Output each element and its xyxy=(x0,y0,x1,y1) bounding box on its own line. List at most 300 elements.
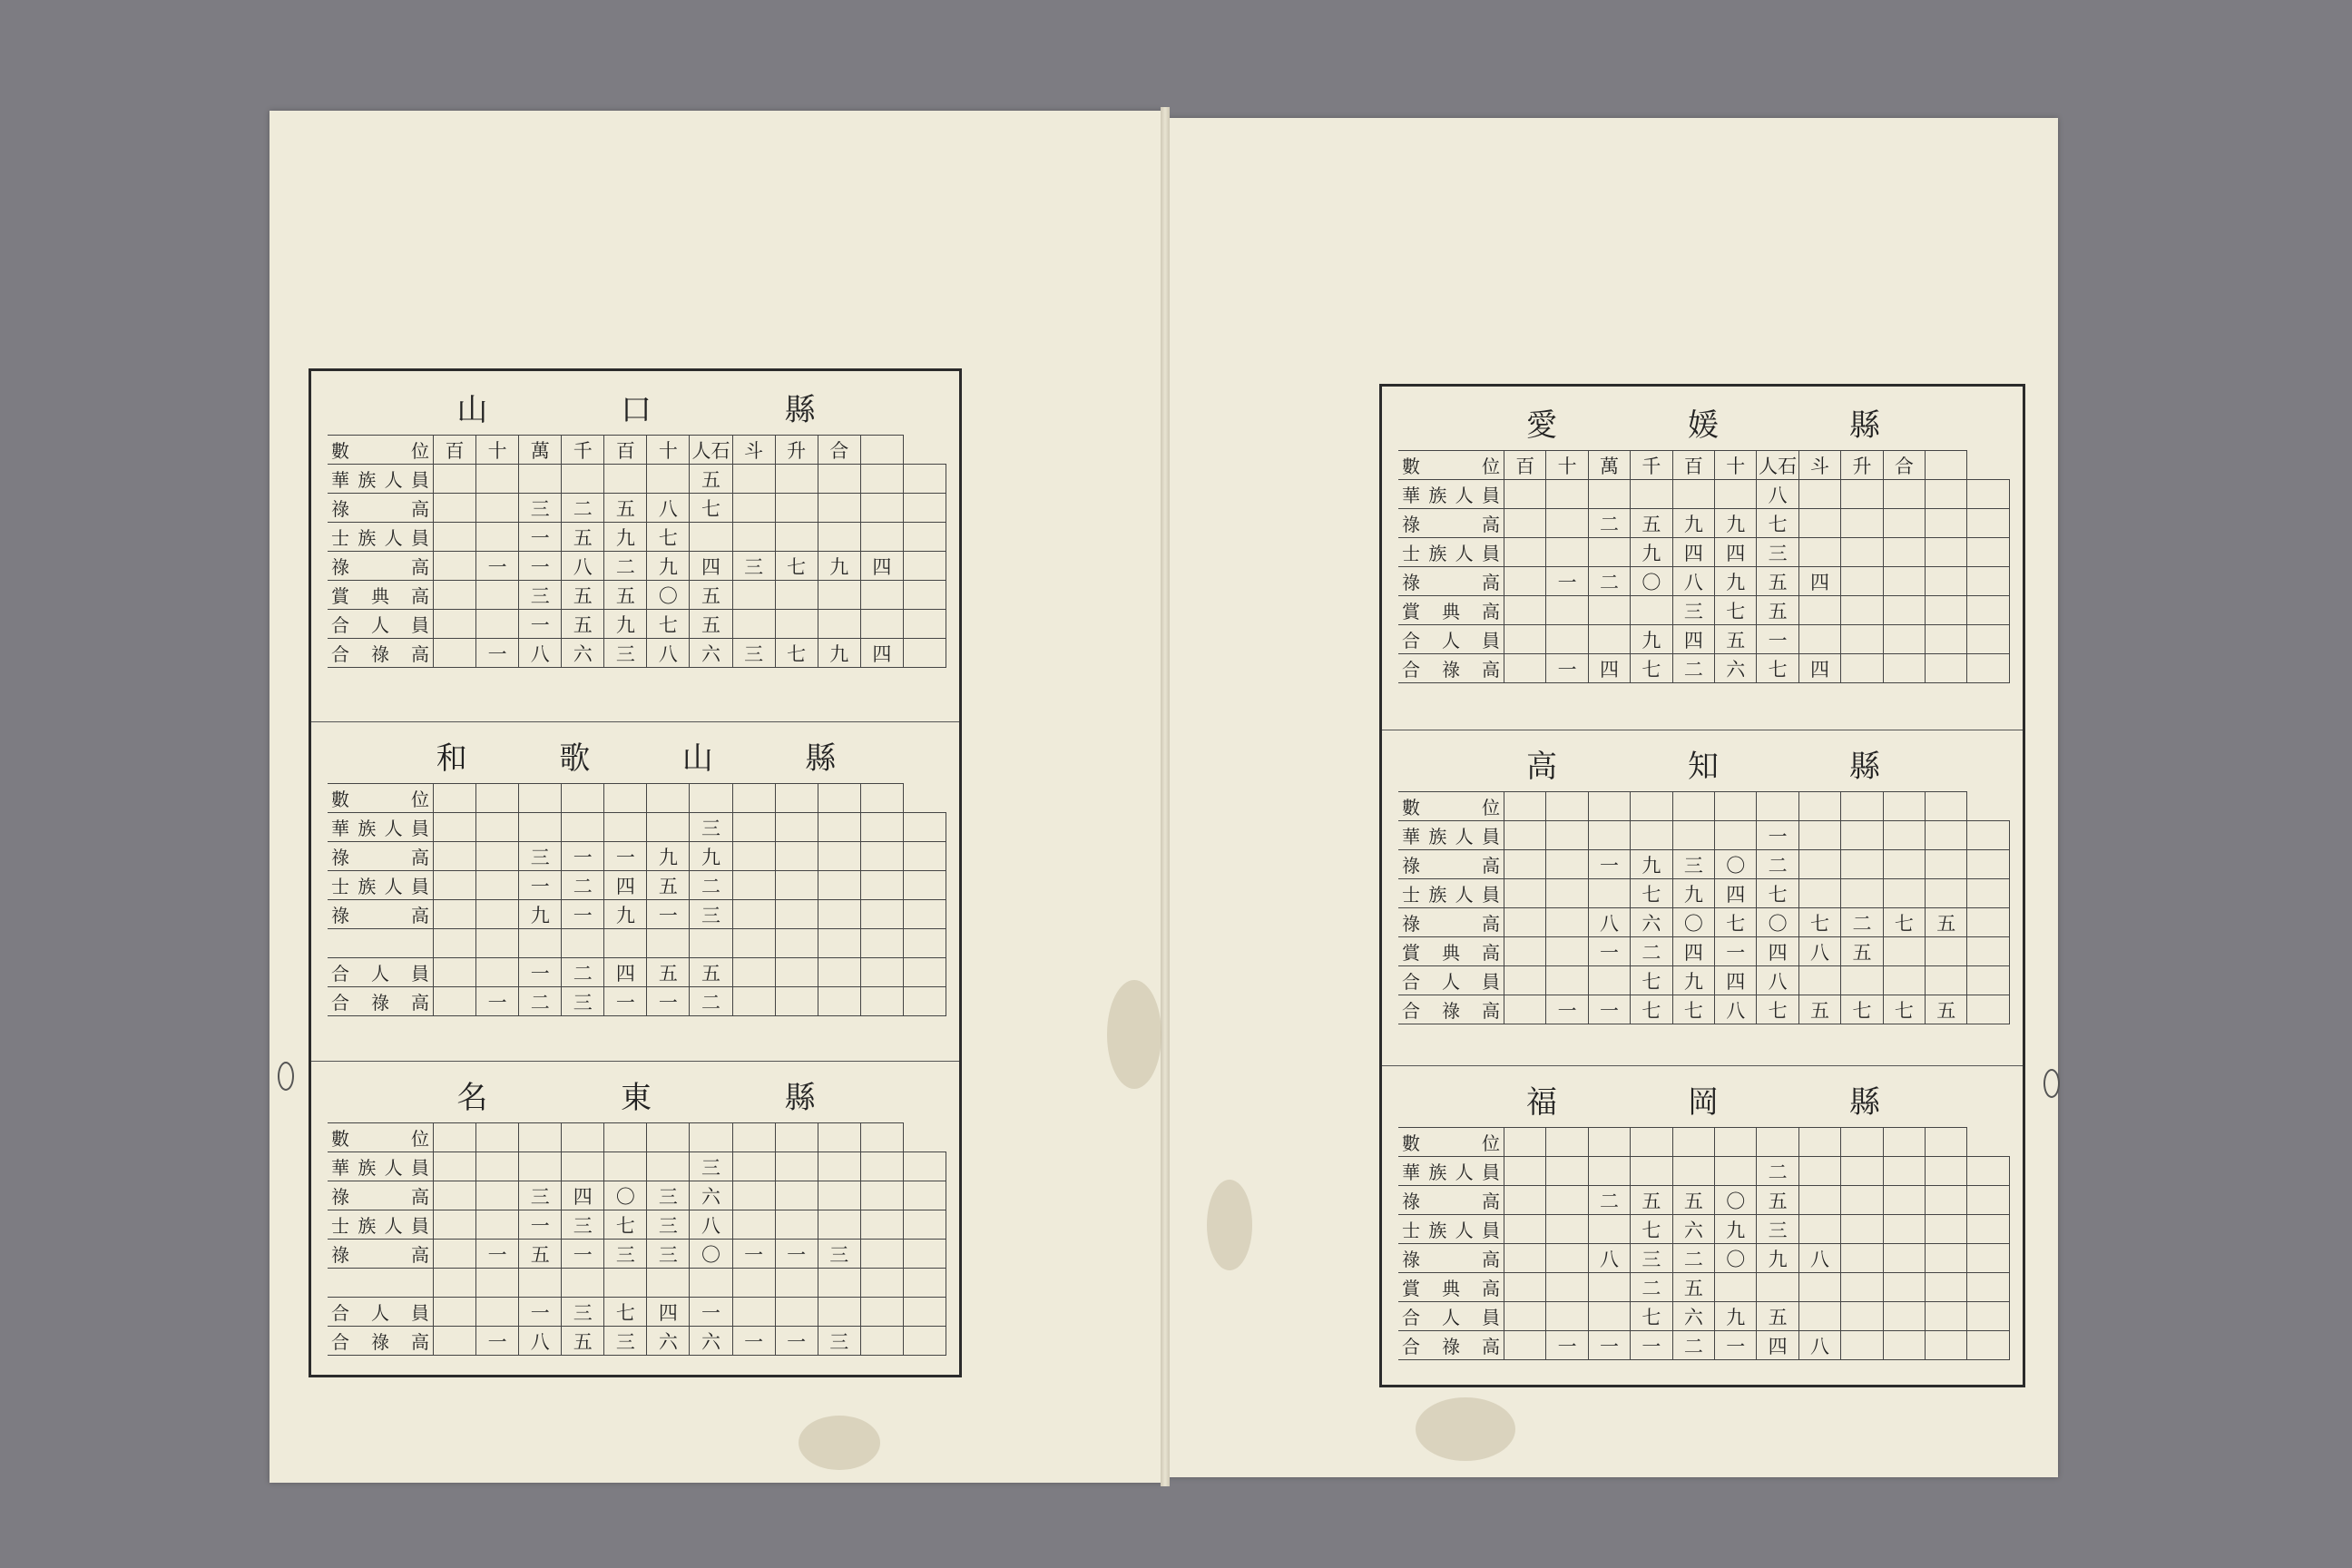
table-cell xyxy=(1841,538,1883,567)
table-cell: 〇 xyxy=(1715,850,1757,879)
header-cell xyxy=(818,784,860,813)
table-cell xyxy=(1546,908,1588,937)
table-cell xyxy=(775,523,818,552)
table-cell xyxy=(476,871,519,900)
table-cell xyxy=(519,929,562,958)
header-cell: 千 xyxy=(562,436,604,465)
table-row xyxy=(328,465,946,494)
table-cell: 二 xyxy=(1631,1273,1672,1302)
table-cell: 四 xyxy=(1588,654,1630,683)
table-cell: 一 xyxy=(519,1210,562,1240)
table-cell: 八 xyxy=(1798,937,1840,966)
table-fukuoka xyxy=(1398,1071,2010,1360)
table-cell xyxy=(860,1327,903,1356)
table-cell: 八 xyxy=(1588,1244,1630,1273)
table-row xyxy=(328,1327,946,1356)
table-cell: 六 xyxy=(690,639,732,668)
table-cell: 一 xyxy=(775,1240,818,1269)
table-cell: 一 xyxy=(1588,850,1630,879)
table-cell: 〇 xyxy=(1757,908,1798,937)
table-cell: 五 xyxy=(1798,995,1840,1024)
table-cell: 二 xyxy=(562,871,604,900)
table-cell xyxy=(1798,821,1840,850)
table-cell xyxy=(903,581,946,610)
table-row xyxy=(1398,821,2010,850)
table-cell xyxy=(1798,850,1840,879)
table-cell xyxy=(903,813,946,842)
table-cell xyxy=(1588,966,1630,995)
table-cell: 一 xyxy=(1546,995,1588,1024)
table-cell: 三 xyxy=(1757,1215,1798,1244)
table-cell xyxy=(1588,879,1630,908)
table-cell: 二 xyxy=(604,552,647,581)
table-cell: 一 xyxy=(1631,1331,1672,1360)
header-cell xyxy=(1546,1128,1588,1157)
header-cell xyxy=(1926,792,1967,821)
table-cell xyxy=(1926,1215,1967,1244)
table-cell: 一 xyxy=(604,842,647,871)
table-cell xyxy=(1967,850,2010,879)
table-cell: 六 xyxy=(647,1327,690,1356)
table-cell: 九 xyxy=(1715,1302,1757,1331)
table-cell xyxy=(1926,1302,1967,1331)
table-cell: 九 xyxy=(1715,1215,1757,1244)
table-cell xyxy=(476,465,519,494)
table-cell: 二 xyxy=(1672,1331,1714,1360)
table-cell: 五 xyxy=(1631,509,1672,538)
table-cell: 三 xyxy=(519,1181,562,1210)
row-label: 祿高 xyxy=(1398,1186,1504,1215)
header-cell xyxy=(732,784,775,813)
table-cell: 九 xyxy=(818,552,860,581)
row-label: 祿高 xyxy=(328,552,434,581)
table-row xyxy=(328,987,946,1016)
title-char: 縣 xyxy=(805,740,838,777)
row-label: 華族人員 xyxy=(328,813,434,842)
table-cell xyxy=(1967,596,2010,625)
table-cell: 一 xyxy=(1588,937,1630,966)
header-cell: 斗 xyxy=(732,436,775,465)
table-cell: 七 xyxy=(775,639,818,668)
table-cell: 五 xyxy=(604,581,647,610)
table-cell xyxy=(1798,480,1840,509)
header-cell xyxy=(1757,792,1798,821)
table-cell xyxy=(1504,1331,1546,1360)
table-row xyxy=(1398,567,2010,596)
table-cell xyxy=(732,842,775,871)
table-cell xyxy=(860,871,903,900)
table-cell xyxy=(434,494,476,523)
table-cell xyxy=(1546,1186,1588,1215)
table-cell: 九 xyxy=(1631,538,1672,567)
table-cell xyxy=(1546,509,1588,538)
row-label: 士族人員 xyxy=(328,871,434,900)
row-label: 合祿高 xyxy=(1398,995,1504,1024)
table-cell: 三 xyxy=(732,552,775,581)
table-cell xyxy=(476,842,519,871)
table-cell xyxy=(434,1327,476,1356)
table-cell xyxy=(818,494,860,523)
table-cell xyxy=(476,929,519,958)
table-cell xyxy=(434,900,476,929)
table-cell: 三 xyxy=(690,900,732,929)
header-cell xyxy=(562,1123,604,1152)
table-cell xyxy=(1672,821,1714,850)
table-cell: 八 xyxy=(519,1327,562,1356)
table-cell: 一 xyxy=(1588,1331,1630,1360)
table-cell: 三 xyxy=(519,494,562,523)
table-cell xyxy=(1967,1273,2010,1302)
table-row xyxy=(1398,654,2010,683)
table-cell: 五 xyxy=(519,1240,562,1269)
table-cell xyxy=(903,1152,946,1181)
table-cell xyxy=(860,1152,903,1181)
table-cell xyxy=(476,494,519,523)
table-cell xyxy=(732,494,775,523)
title-char: 縣 xyxy=(1849,748,1882,785)
table-cell: 三 xyxy=(519,842,562,871)
header-cell xyxy=(604,1123,647,1152)
table-cell: 一 xyxy=(519,610,562,639)
header-cell xyxy=(1504,1128,1546,1157)
table-cell xyxy=(1504,995,1546,1024)
title-char: 山 xyxy=(681,740,715,777)
row-label: 士族人員 xyxy=(1398,879,1504,908)
table-cell: 五 xyxy=(1672,1186,1714,1215)
table-cell: 四 xyxy=(1672,937,1714,966)
table-row xyxy=(328,581,946,610)
row-label: 合人員 xyxy=(1398,966,1504,995)
table-cell xyxy=(775,1181,818,1210)
table-cell xyxy=(476,581,519,610)
header-cell xyxy=(1757,1128,1798,1157)
table-cell: 五 xyxy=(647,958,690,987)
table-cell xyxy=(1504,509,1546,538)
table-cell: 七 xyxy=(1883,908,1925,937)
table-cell: 一 xyxy=(732,1327,775,1356)
table-cell: 一 xyxy=(562,1240,604,1269)
table-cell: 六 xyxy=(690,1327,732,1356)
table-row xyxy=(328,842,946,871)
table-cell: 九 xyxy=(1672,966,1714,995)
table-cell: 七 xyxy=(1798,908,1840,937)
table-cell xyxy=(903,494,946,523)
table-cell xyxy=(818,1152,860,1181)
table-row xyxy=(1398,908,2010,937)
table-cell: 一 xyxy=(1757,821,1798,850)
table-cell: 一 xyxy=(519,958,562,987)
table-cell xyxy=(1926,509,1967,538)
table-cell: 八 xyxy=(1672,567,1714,596)
table-cell: 七 xyxy=(604,1210,647,1240)
table-cell xyxy=(476,1210,519,1240)
table-cell: 二 xyxy=(1672,654,1714,683)
table-cell xyxy=(476,610,519,639)
row-label: 合人員 xyxy=(1398,625,1504,654)
table-cell xyxy=(903,465,946,494)
table-cell xyxy=(1841,654,1883,683)
table-cell: 七 xyxy=(604,1298,647,1327)
table-cell xyxy=(1841,1302,1883,1331)
table-cell xyxy=(604,1269,647,1298)
row-label: 賞典高 xyxy=(1398,596,1504,625)
table-cell xyxy=(1798,538,1840,567)
table-cell xyxy=(1841,1244,1883,1273)
header-cell xyxy=(1546,792,1588,821)
table-cell: 八 xyxy=(1757,480,1798,509)
table-cell: 七 xyxy=(1631,966,1672,995)
table-cell: 一 xyxy=(1546,654,1588,683)
table-cell xyxy=(775,581,818,610)
table-cell: 二 xyxy=(562,958,604,987)
table-cell: 五 xyxy=(1757,1186,1798,1215)
table-cell xyxy=(476,1181,519,1210)
table-cell: 一 xyxy=(775,1327,818,1356)
table-cell xyxy=(818,1181,860,1210)
table-cell xyxy=(1967,625,2010,654)
table-cell xyxy=(434,1269,476,1298)
table-cell xyxy=(1926,1157,1967,1186)
table-cell xyxy=(1883,1302,1925,1331)
table-cell: 五 xyxy=(604,494,647,523)
table-cell: 七 xyxy=(1672,995,1714,1024)
table-cell: 八 xyxy=(1757,966,1798,995)
table-cell: 九 xyxy=(1757,1244,1798,1273)
table-cell: 二 xyxy=(1588,1186,1630,1215)
table-row xyxy=(1398,1157,2010,1186)
table-cell xyxy=(1926,937,1967,966)
table-cell xyxy=(1798,1302,1840,1331)
table-cell xyxy=(1588,480,1630,509)
table-cell: 三 xyxy=(562,1210,604,1240)
table-cell: 九 xyxy=(1672,879,1714,908)
table-row xyxy=(328,929,946,958)
table-cell: 五 xyxy=(1631,1186,1672,1215)
table-cell: 二 xyxy=(1672,1244,1714,1273)
table-cell xyxy=(1798,509,1840,538)
table-row xyxy=(328,900,946,929)
table-cell: 九 xyxy=(1631,850,1672,879)
table-cell: 一 xyxy=(690,1298,732,1327)
table-cell xyxy=(818,900,860,929)
table-row xyxy=(328,871,946,900)
table-row xyxy=(1398,1186,2010,1215)
table-cell xyxy=(1546,596,1588,625)
table-cell xyxy=(1883,879,1925,908)
header-cell xyxy=(690,1123,732,1152)
table-cell xyxy=(434,465,476,494)
header-cell xyxy=(434,784,476,813)
table-cell: 七 xyxy=(1841,995,1883,1024)
table-cell xyxy=(732,900,775,929)
table-cell: 九 xyxy=(647,842,690,871)
header-cell xyxy=(818,1123,860,1152)
table-cell xyxy=(1504,1273,1546,1302)
header-cell: 萬 xyxy=(519,436,562,465)
table-cell xyxy=(775,813,818,842)
table-cell: 八 xyxy=(562,552,604,581)
header-cell xyxy=(860,436,903,465)
table-cell xyxy=(1588,1273,1630,1302)
table-cell xyxy=(1841,625,1883,654)
header-label: 數位 xyxy=(1398,451,1504,480)
table-cell xyxy=(1883,1273,1925,1302)
data-table xyxy=(1398,1127,2010,1360)
table-cell xyxy=(775,465,818,494)
table-cell: 三 xyxy=(562,1298,604,1327)
table-cell xyxy=(860,1210,903,1240)
table-cell xyxy=(860,1298,903,1327)
table-row xyxy=(1398,879,2010,908)
table-cell xyxy=(903,610,946,639)
table-cell: 一 xyxy=(647,987,690,1016)
table-cell xyxy=(476,813,519,842)
header-cell xyxy=(775,1123,818,1152)
table-row xyxy=(328,1152,946,1181)
table-cell xyxy=(1967,1157,2010,1186)
title-char: 東 xyxy=(620,1079,653,1116)
table-cell xyxy=(1883,596,1925,625)
table-cell: 四 xyxy=(1715,879,1757,908)
header-cell xyxy=(690,784,732,813)
table-cell xyxy=(1672,1157,1714,1186)
table-cell: 一 xyxy=(476,987,519,1016)
table-cell xyxy=(1841,567,1883,596)
data-table xyxy=(1398,450,2010,683)
header-cell xyxy=(1715,1128,1757,1157)
title-char: 縣 xyxy=(1849,407,1882,444)
table-cell xyxy=(1967,567,2010,596)
table-cell xyxy=(1967,966,2010,995)
row-label: 祿高 xyxy=(1398,850,1504,879)
table-cell xyxy=(860,1181,903,1210)
table-row xyxy=(328,958,946,987)
table-cell: 一 xyxy=(1757,625,1798,654)
table-cell xyxy=(818,1298,860,1327)
table-cell xyxy=(1715,480,1757,509)
right-table-frame xyxy=(1379,384,2025,1387)
table-cell xyxy=(1883,1186,1925,1215)
table-cell xyxy=(1715,821,1757,850)
table-cell: 九 xyxy=(818,639,860,668)
table-kochi xyxy=(1398,735,2010,1024)
table-cell: 二 xyxy=(1841,908,1883,937)
data-table xyxy=(328,783,946,1016)
table-cell: 一 xyxy=(1715,937,1757,966)
table-cell xyxy=(818,465,860,494)
table-cell xyxy=(647,465,690,494)
table-cell xyxy=(1504,596,1546,625)
table-cell xyxy=(1926,596,1967,625)
table-cell xyxy=(1926,850,1967,879)
table-cell: 四 xyxy=(647,1298,690,1327)
table-cell xyxy=(434,581,476,610)
table-cell: 九 xyxy=(690,842,732,871)
table-cell: 三 xyxy=(818,1240,860,1269)
header-cell xyxy=(775,784,818,813)
book-gutter xyxy=(1161,107,1170,1486)
table-cell: 九 xyxy=(604,900,647,929)
header-cell xyxy=(604,784,647,813)
table-cell xyxy=(903,1210,946,1240)
table-cell xyxy=(519,1269,562,1298)
table-cell xyxy=(775,871,818,900)
row-label: 士族人員 xyxy=(328,523,434,552)
table-cell xyxy=(434,987,476,1016)
table-cell xyxy=(1757,1273,1798,1302)
table-cell: 一 xyxy=(519,1298,562,1327)
table-cell: 三 xyxy=(732,639,775,668)
table-cell xyxy=(434,1181,476,1210)
table-cell xyxy=(1926,879,1967,908)
table-cell xyxy=(1841,850,1883,879)
table-cell: 五 xyxy=(647,871,690,900)
table-cell: 四 xyxy=(1798,567,1840,596)
table-cell: 五 xyxy=(690,465,732,494)
table-cell xyxy=(434,639,476,668)
table-cell xyxy=(1926,966,1967,995)
table-cell xyxy=(434,552,476,581)
title-char: 媛 xyxy=(1688,407,1720,444)
table-cell xyxy=(818,523,860,552)
table-cell: 八 xyxy=(1588,908,1630,937)
table-cell: 九 xyxy=(519,900,562,929)
table-cell xyxy=(1504,908,1546,937)
table-cell xyxy=(903,1298,946,1327)
table-cell xyxy=(1798,966,1840,995)
header-cell: 萬 xyxy=(1588,451,1630,480)
header-cell xyxy=(1631,792,1672,821)
table-cell: 二 xyxy=(1588,509,1630,538)
table-cell: 五 xyxy=(1757,567,1798,596)
table-cell xyxy=(732,610,775,639)
table-row xyxy=(1398,850,2010,879)
table-cell xyxy=(903,871,946,900)
table-cell xyxy=(775,929,818,958)
table-row xyxy=(328,1298,946,1327)
table-cell xyxy=(860,842,903,871)
header-cell xyxy=(1672,792,1714,821)
header-cell: 千 xyxy=(1631,451,1672,480)
table-cell xyxy=(434,1152,476,1181)
table-cell xyxy=(1967,1331,2010,1360)
table-cell xyxy=(860,1269,903,1298)
table-row xyxy=(1398,480,2010,509)
table-cell: 四 xyxy=(860,552,903,581)
header-cell xyxy=(1715,792,1757,821)
table-cell xyxy=(1841,1273,1883,1302)
table-cell xyxy=(1926,1331,1967,1360)
table-cell xyxy=(1546,1244,1588,1273)
table-cell: 五 xyxy=(562,523,604,552)
header-cell xyxy=(1883,1128,1925,1157)
table-cell xyxy=(818,813,860,842)
table-cell: 一 xyxy=(562,900,604,929)
table-cell xyxy=(1883,821,1925,850)
table-cell xyxy=(1841,1215,1883,1244)
row-label: 合人員 xyxy=(1398,1302,1504,1331)
table-cell xyxy=(1967,879,2010,908)
table-row xyxy=(1398,596,2010,625)
table-cell xyxy=(818,871,860,900)
row-label: 合祿高 xyxy=(1398,1331,1504,1360)
row-label: 華族人員 xyxy=(1398,821,1504,850)
table-cell: 八 xyxy=(1798,1244,1840,1273)
table-cell xyxy=(818,958,860,987)
header-label: 數位 xyxy=(1398,792,1504,821)
table-cell xyxy=(860,610,903,639)
table-cell xyxy=(1841,821,1883,850)
